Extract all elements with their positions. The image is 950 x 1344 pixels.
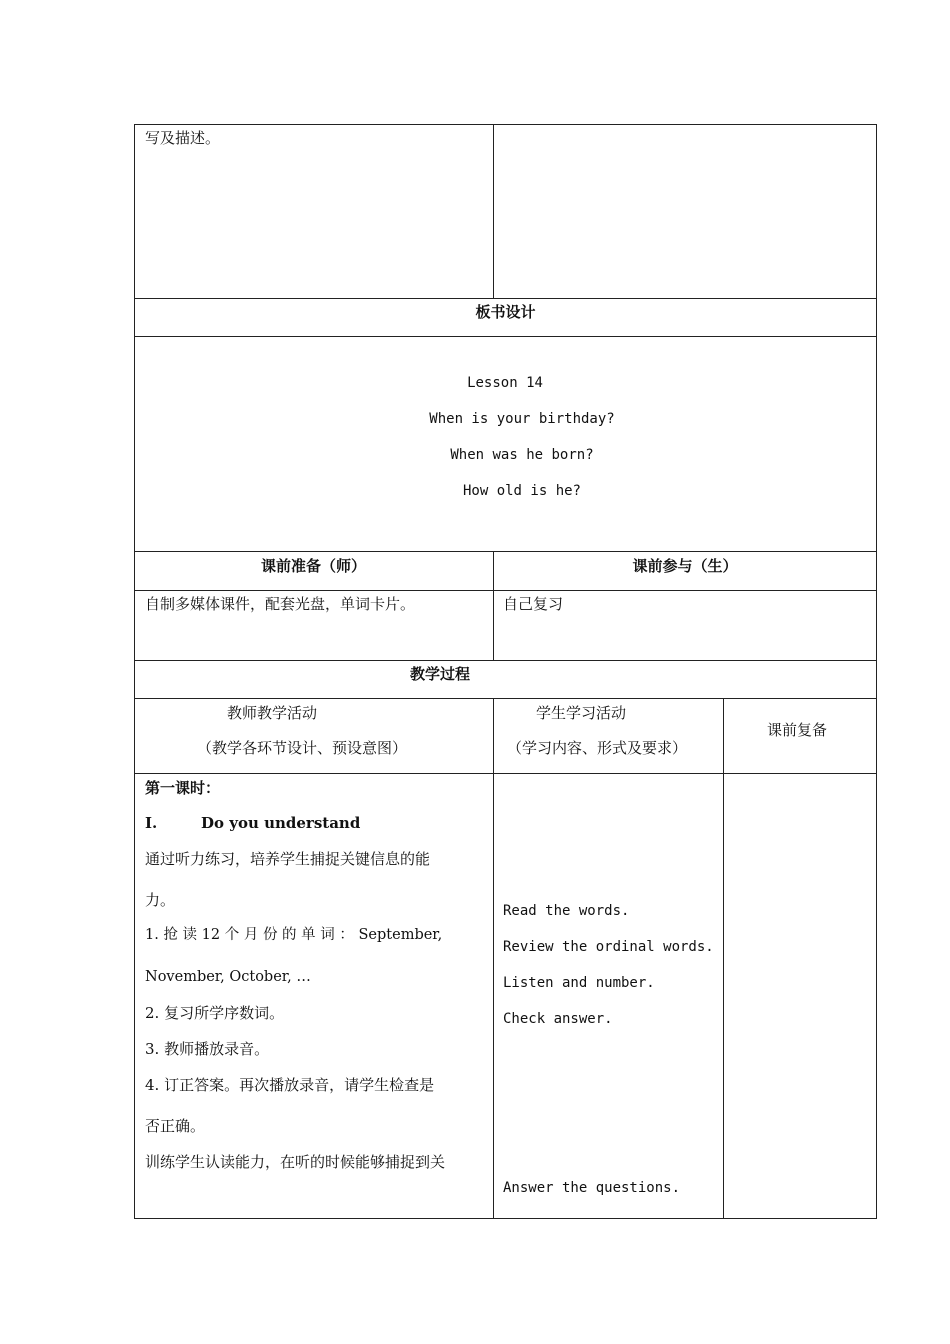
top-left-text: 写及描述。 [145, 129, 221, 147]
section-title: Do you understand [201, 814, 361, 832]
row1-divider [493, 124, 494, 299]
section-number: I. [145, 814, 158, 832]
lesson-period: 第一课时： [145, 779, 221, 797]
board-design-header: 板书设计 [475, 303, 536, 321]
line-board-top [134, 298, 877, 299]
prep-student-header: 课前参与（生） [632, 557, 738, 575]
teacher-line: 4. 订正答案。再次播放录音，请学生检查是 [145, 1076, 435, 1094]
board-line-1: Lesson 14 [467, 375, 543, 391]
line-process-header-bottom [134, 698, 877, 699]
student-line: Read the words. [503, 903, 630, 919]
prep-teacher-header: 课前准备（师） [260, 557, 366, 575]
board-line-2: When is your birthday? [429, 411, 615, 427]
line-colheaders-bottom [134, 773, 877, 774]
col1-subtitle: （教学各环节设计、预设意图） [197, 739, 408, 757]
teacher-line: 否正确。 [145, 1117, 206, 1135]
student-line: Check answer. [503, 1011, 613, 1027]
prep-teacher-text: 自制多媒体课件，配套光盘，单词卡片。 [145, 595, 416, 613]
prep-student-text: 自己复习 [503, 595, 564, 613]
process-divider-1 [493, 698, 494, 1219]
board-line-3: When was he born? [450, 447, 594, 463]
col1-title: 教师教学活动 [227, 704, 318, 722]
line-prep-top [134, 551, 877, 552]
line-process-top [134, 660, 877, 661]
col3-title: 课前复备 [767, 721, 828, 739]
teacher-line: 3. 教师播放录音。 [145, 1040, 270, 1058]
col2-subtitle: （学习内容、形式及要求） [507, 739, 688, 757]
teacher-line: 通过听力练习，培养学生捕捉关键信息的能 [145, 850, 431, 868]
process-divider-2 [723, 698, 724, 1219]
student-line: Answer the questions. [503, 1180, 681, 1196]
board-line-4: How old is he? [462, 483, 581, 499]
teacher-line: November, October, … [145, 969, 311, 985]
teacher-line: 1. 抢 读 12 个 月 份 的 单 词 ： September, [145, 927, 443, 943]
col2-title: 学生学习活动 [536, 704, 627, 722]
teacher-line: 训练学生认读能力，在听的时候能够捕捉到关 [145, 1153, 446, 1171]
line-prep-header-bottom [134, 590, 877, 591]
student-line: Listen and number. [503, 975, 655, 991]
line-board-header-bottom [134, 336, 877, 337]
teacher-line: 2. 复习所学序数词。 [145, 1004, 285, 1022]
process-header: 教学过程 [409, 665, 470, 683]
student-line: Review the ordinal words. [503, 939, 714, 955]
teacher-line: 力。 [145, 891, 176, 909]
